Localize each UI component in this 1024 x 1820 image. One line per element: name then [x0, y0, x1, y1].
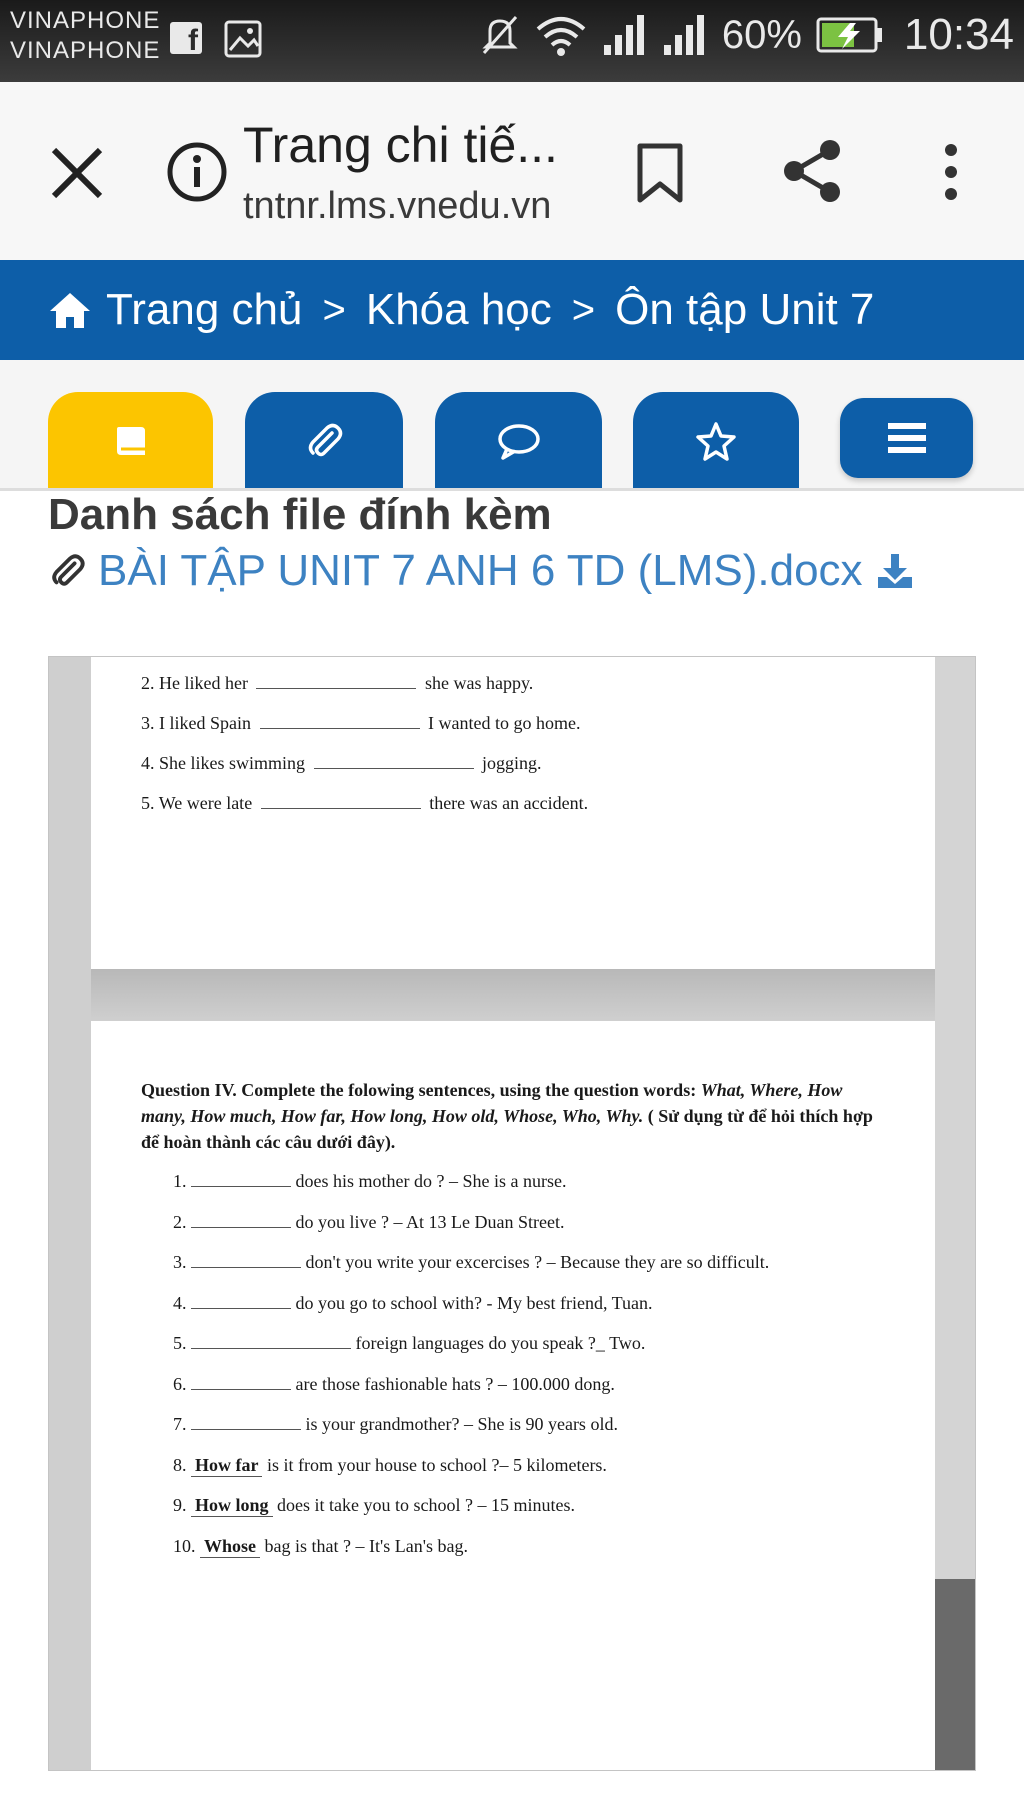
star-icon	[695, 421, 737, 461]
battery-charging-icon	[816, 17, 884, 53]
info-icon[interactable]	[165, 140, 229, 204]
document-page-1	[91, 657, 935, 969]
question-item: 6. are those fashionable hats ? – 100.000 dong.	[173, 1374, 615, 1394]
page-url[interactable]: tntnr.lms.vnedu.vn	[243, 185, 552, 227]
question-item: 3. don't you write your excercises ? – Because they are so difficult.	[173, 1252, 770, 1272]
status-bar	[0, 0, 1024, 82]
page-title: Trang chi tiế...	[243, 117, 558, 173]
exercise-line: 5. We were late there was an accident.	[141, 793, 589, 813]
download-icon[interactable]	[875, 551, 915, 591]
comment-icon	[497, 421, 541, 461]
clock: 10:34	[903, 10, 1014, 59]
breadcrumb	[0, 260, 1024, 360]
close-icon[interactable]	[42, 138, 112, 208]
more-options-icon[interactable]	[935, 140, 967, 204]
home-icon[interactable]	[48, 290, 92, 330]
wifi-icon	[534, 13, 588, 57]
question-item: 7. is your grandmother? – She is 90 years old.	[173, 1414, 618, 1434]
question-item: 5. foreign languages do you speak ?_ Two.	[173, 1333, 646, 1353]
question-item: 10. Whose bag is that ? – It's Lan's bag.	[173, 1536, 468, 1556]
carrier-names	[10, 6, 160, 66]
exercise-line: 4. She likes swimming jogging.	[141, 753, 542, 773]
filled-answer: How long	[191, 1495, 273, 1517]
page-separator	[91, 969, 935, 1021]
browser-toolbar	[0, 82, 1024, 260]
attachment-link[interactable]: BÀI TẬP UNIT 7 ANH 6 TD (LMS).docx	[98, 546, 863, 595]
attachment-item	[48, 546, 915, 596]
tab-attachments[interactable]	[245, 392, 403, 490]
scrollbar-thumb[interactable]	[935, 1579, 975, 1771]
carrier-2: VINAPHONE	[10, 37, 161, 64]
signal-1-icon	[602, 13, 648, 57]
question-item: 4. do you go to school with? - My best friend, Tuan.	[173, 1293, 653, 1313]
document-page-2	[91, 1021, 935, 1771]
share-icon[interactable]	[780, 136, 844, 206]
paperclip-icon	[48, 551, 86, 591]
facebook-notification-icon: f	[170, 22, 202, 54]
paperclip-icon	[304, 421, 344, 461]
mute-icon	[480, 13, 520, 57]
signal-2-icon	[662, 13, 708, 57]
hamburger-menu-icon	[886, 420, 928, 456]
document-viewer[interactable]	[48, 656, 976, 1771]
image-notification-icon	[224, 20, 262, 58]
tab-favorites[interactable]	[633, 392, 799, 490]
attachments-heading: Danh sách file đính kèm	[48, 490, 552, 539]
tab-menu[interactable]	[840, 398, 973, 478]
question-item: 9. How long does it take you to school ? – 15 minutes.	[173, 1495, 575, 1515]
breadcrumb-courses[interactable]: Khóa học	[365, 285, 552, 334]
breadcrumb-home[interactable]: Trang chủ	[106, 285, 303, 334]
carrier-1: VINAPHONE	[10, 7, 161, 34]
battery-percent: 60%	[721, 12, 802, 57]
breadcrumb-separator: >	[571, 287, 596, 332]
question-item: 1. does his mother do ? – She is a nurse.	[173, 1171, 567, 1191]
tab-content[interactable]	[48, 392, 213, 490]
tab-bar	[0, 360, 1024, 490]
question-item: 8. How far is it from your house to school ?– 5 kilometers.	[173, 1455, 607, 1475]
exercise-line: 3. I liked Spain I wanted to go home.	[141, 713, 581, 733]
breadcrumb-separator: >	[322, 287, 346, 332]
question-item: 2. do you live ? – At 13 Le Duan Street.	[173, 1212, 565, 1232]
breadcrumb-current[interactable]: Ôn tập Unit 7	[615, 285, 875, 334]
exercise-line: 2. He liked her she was happy.	[141, 673, 534, 693]
bookmark-icon[interactable]	[634, 142, 686, 204]
filled-answer: How far	[191, 1455, 262, 1477]
filled-answer: Whose	[200, 1536, 260, 1558]
tab-comments[interactable]	[435, 392, 602, 490]
book-icon	[111, 421, 151, 461]
question-iv-heading: Question IV. Complete the folowing sentences, using the question words: What, Where, How many, How much, How far, How long, How old, Whose, Who, Why. ( Sử dụng từ để hỏi thích hợp để hoàn thành các câu dưới đây).	[141, 1080, 873, 1152]
